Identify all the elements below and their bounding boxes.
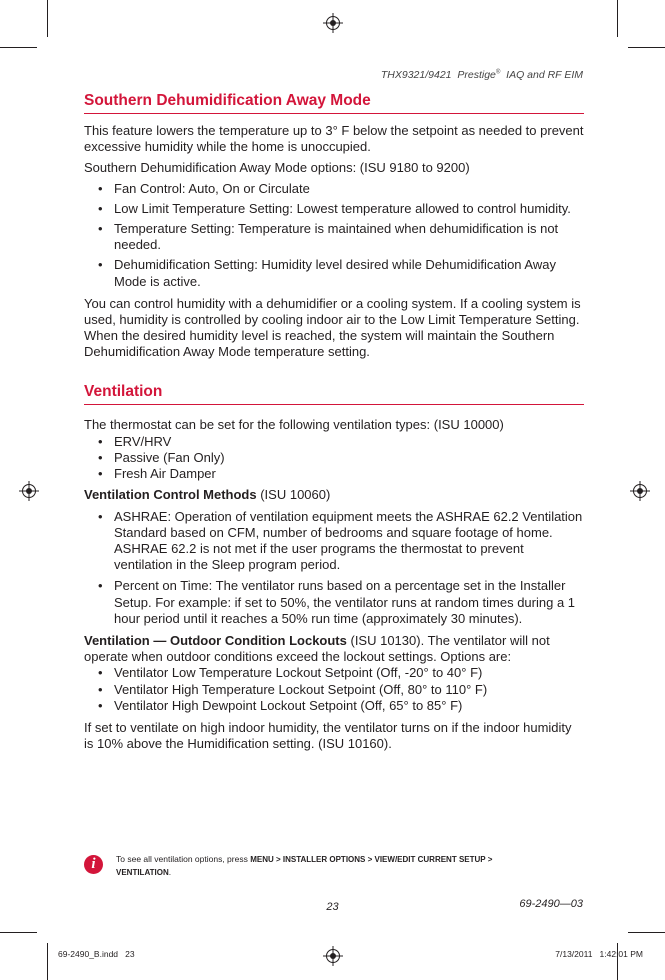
paragraph: Southern Dehumidification Away Mode options: (ISU 9180 to 9200)	[84, 160, 470, 176]
document-number: 69-2490—03	[519, 898, 583, 910]
paragraph: You can control humidity with a dehumidifier or a cooling system. If a cooling system is used, humidity is controlled by cooling indoor air to the Low Limit Temperature Setting. When the desired humidity level is reached, the system will maintain the Southern Dehumidification Away Mode temperature setting.	[84, 295, 581, 360]
registration-mark-icon	[326, 16, 340, 30]
bullet-list	[84, 509, 584, 627]
registration-mark-icon	[326, 949, 340, 963]
list-item: • Ventilator Low Temperature Lockout Setpoint (Off, -20° to 40° F)	[84, 665, 584, 681]
slug-timestamp: 7/13/2011 1:42:01 PM	[555, 949, 643, 959]
list-item: • Dehumidification Setting: Humidity level desired while Dehumidification Away Mode is active.	[84, 257, 584, 289]
list-item: • Low Limit Temperature Setting: Lowest temperature allowed to control humidity.	[84, 201, 584, 217]
crop-mark	[47, 0, 48, 37]
list-item: • Temperature Setting: Temperature is maintained when dehumidification is not needed.	[84, 221, 584, 253]
bullet-list	[84, 665, 584, 714]
page-content	[84, 92, 584, 753]
crop-mark	[628, 47, 665, 48]
section-title-ventilation: Ventilation	[84, 383, 584, 405]
crop-mark	[0, 932, 37, 933]
paragraph: The thermostat can be set for the following ventilation types: (ISU 10000)	[84, 416, 504, 432]
subheading: Ventilation — Outdoor Condition Lockouts	[84, 633, 347, 649]
product-suffix: IAQ and RF EIM	[506, 69, 583, 81]
note-prefix: To see all ventilation options, press	[116, 854, 251, 864]
model-number: THX9321/9421	[380, 69, 452, 81]
isu-reference: (ISU 10060)	[256, 487, 331, 503]
list-item: • Ventilator High Dewpoint Lockout Setpoint (Off, 65° to 85° F)	[84, 698, 584, 714]
list-item: • Fan Control: Auto, On or Circulate	[84, 181, 584, 197]
subheading: Ventilation Control Methods	[84, 487, 257, 503]
menu-path: MENU > INSTALLER OPTIONS > VIEW/EDIT CURRENT SETUP > VENTILATION	[116, 855, 493, 877]
list-item: • Passive (Fan Only)	[84, 450, 584, 466]
bullet-list	[84, 181, 584, 290]
bullet-list	[84, 434, 584, 483]
crop-mark	[617, 0, 618, 37]
paragraph: This feature lowers the temperature up to 3° F below the setpoint as needed to prevent excessive humidity while the home is unoccupied.	[84, 123, 584, 155]
paragraph: If set to ventilate on high indoor humidity, the ventilator turns on if the indoor humidity is 10% above the Humidification setting. (ISU 10160).	[84, 720, 572, 752]
crop-mark	[47, 943, 48, 980]
note-suffix: .	[168, 867, 172, 877]
section-title-dehumidification: Southern Dehumidification Away Mode	[84, 92, 584, 114]
list-item: • ERV/HRV	[84, 434, 584, 450]
registration-mark-icon	[22, 484, 36, 498]
list-item: • Ventilator High Temperature Lockout Setpoint (Off, 80° to 110° F)	[84, 682, 584, 698]
list-item: • ASHRAE: Operation of ventilation equipment meets the ASHRAE 62.2 Ventilation Standard based on CFM, number of bedrooms and square footage of home. ASHRAE 62.2 is not met if the user programs the thermostat to prevent ventilation in the Sleep program period.	[84, 509, 584, 574]
crop-mark	[0, 47, 37, 48]
slug-filename: 69-2490_B.indd 23	[58, 949, 135, 959]
note-text	[116, 853, 536, 879]
paragraph	[84, 633, 584, 665]
running-head	[381, 69, 583, 81]
list-item: • Fresh Air Damper	[84, 466, 584, 482]
info-icon: i	[84, 855, 103, 874]
page-number: 23	[326, 901, 339, 913]
paragraph-text: (ISU 10130). The ventilator will not operate when outdoor conditions exceed the lockout settings. Options are:	[84, 633, 550, 665]
registration-mark-icon	[633, 484, 647, 498]
crop-mark	[628, 932, 665, 933]
product-name: Prestige	[457, 69, 496, 81]
registered-mark: ®	[495, 69, 501, 76]
list-item: • Percent on Time: The ventilator runs based on a percentage set in the Installer Setup. For example: if set to 50%, the ventilator runs at random times during a 1 hour period until it reaches a 50% run time (approximately 30 minutes).	[84, 578, 584, 627]
paragraph	[84, 487, 584, 503]
